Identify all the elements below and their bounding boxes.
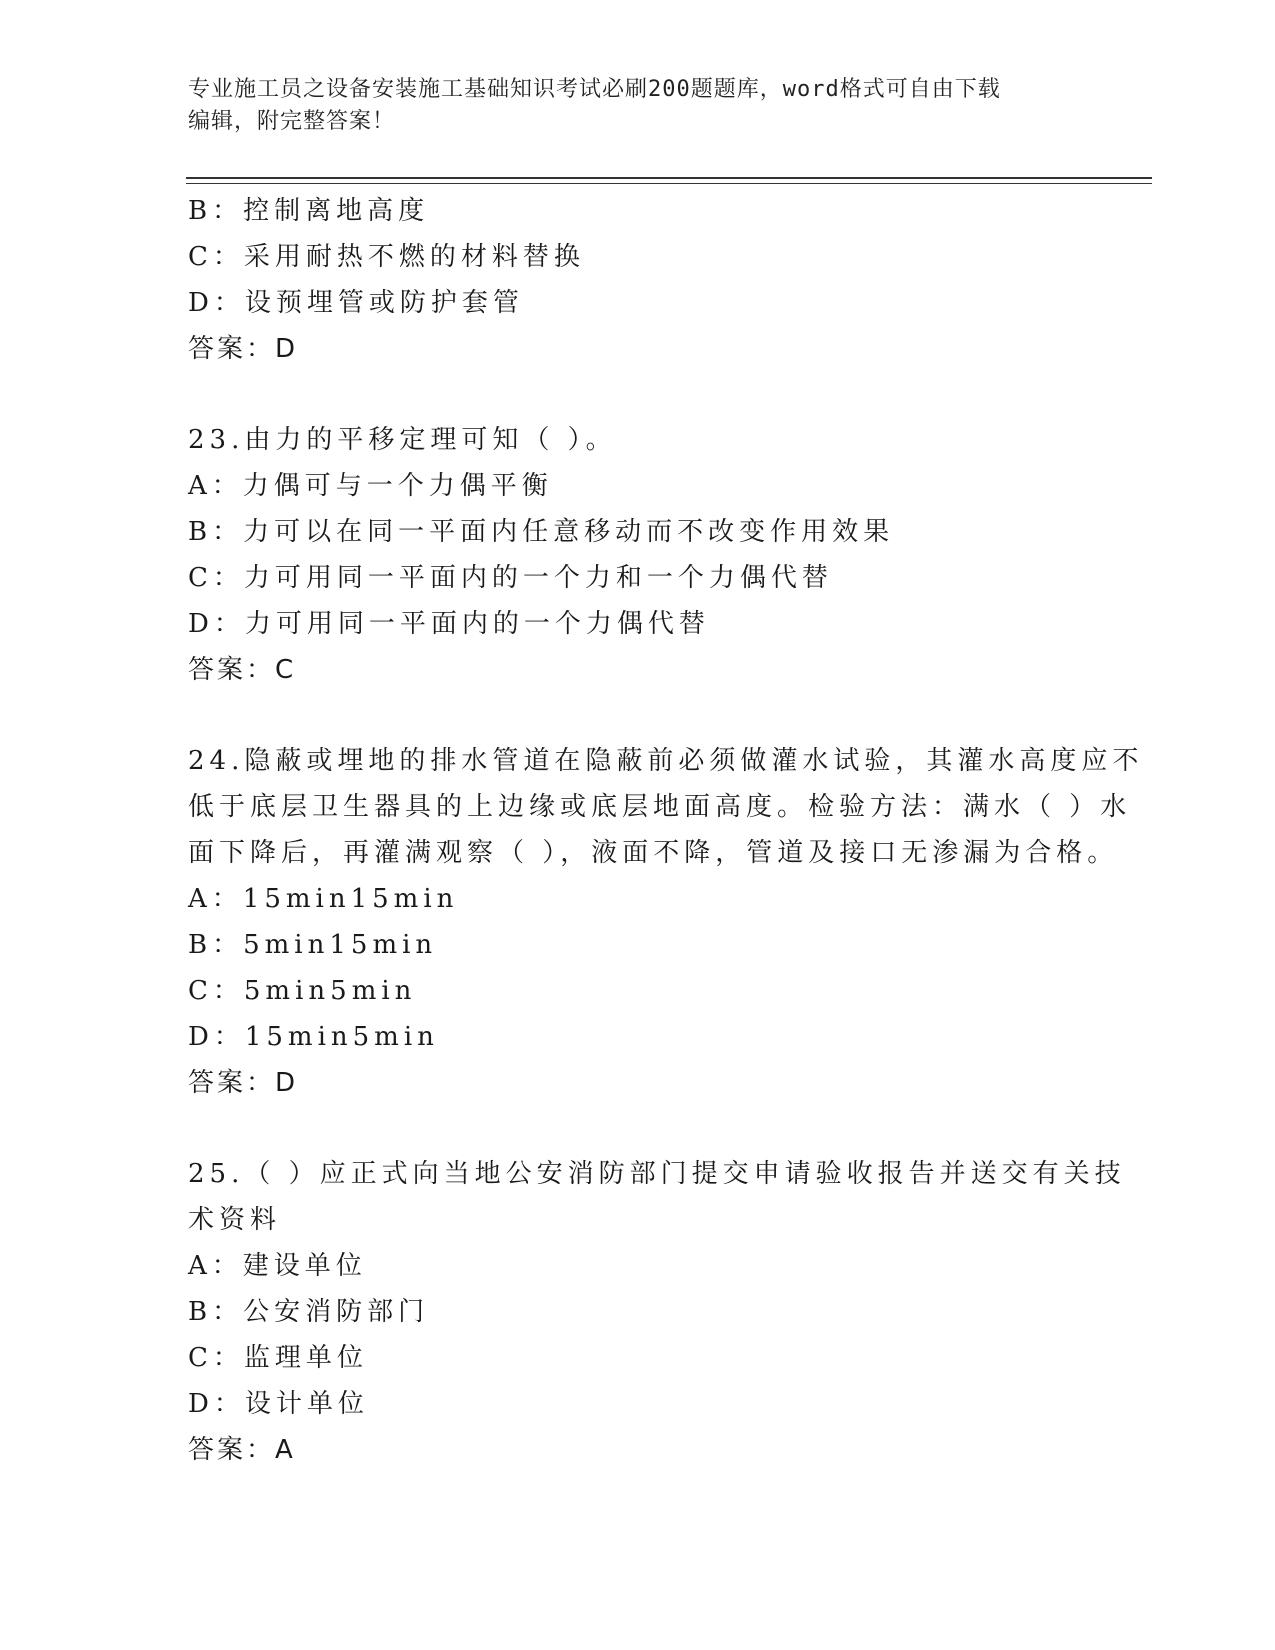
option-b: B：控制离地高度	[188, 196, 430, 226]
spacer	[188, 372, 1088, 417]
answer-line: 答案：D	[188, 1068, 299, 1098]
spacer	[188, 693, 1088, 738]
header-divider-thick	[186, 177, 1152, 179]
question-23	[188, 417, 1088, 693]
spacer	[188, 1106, 1088, 1151]
option-d: D：力可用同一平面内的一个力偶代替	[188, 609, 710, 639]
question-24	[188, 738, 1144, 1106]
option-b: B：公安消防部门	[188, 1297, 430, 1327]
option-c: C：5min5min	[188, 976, 417, 1006]
question-text-line-1: 25.（ ）应正式向当地公安消防部门提交申请验收报告并送交有关技	[188, 1159, 1126, 1189]
option-d: D：设计单位	[188, 1389, 369, 1419]
header-divider-thin	[186, 183, 1152, 184]
previous-question-block	[188, 188, 1088, 372]
option-c: C：力可用同一平面内的一个力和一个力偶代替	[188, 563, 833, 593]
option-a: A：力偶可与一个力偶平衡	[188, 471, 553, 501]
answer-line: 答案：A	[188, 1435, 296, 1465]
answer-line: 答案：D	[188, 334, 299, 364]
option-d: D：15min5min	[188, 1022, 439, 1052]
answer-line: 答案：C	[188, 655, 297, 685]
question-25	[188, 1151, 1126, 1473]
option-a: A：建设单位	[188, 1251, 367, 1281]
question-text-line-2: 低于底层卫生器具的上边缘或底层地面高度。检验方法：满水（ ）水	[188, 792, 1132, 822]
option-b: B：5min15min	[188, 930, 438, 960]
option-c: C：采用耐热不燃的材料替换	[188, 242, 585, 272]
question-text-line-3: 面下降后，再灌满观察（ ），液面不降，管道及接口无渗漏为合格。	[188, 838, 1119, 868]
option-d: D：设预埋管或防护套管	[188, 288, 524, 318]
question-text: 23.由力的平移定理可知（ ）。	[188, 425, 617, 455]
header-title-line-1: 专业施工员之设备安装施工基础知识考试必刷200题题库，word格式可自由下载	[188, 77, 1001, 102]
option-b: B：力可以在同一平面内任意移动而不改变作用效果	[188, 517, 895, 547]
header-title-line-2: 编辑，附完整答案！	[188, 109, 396, 134]
question-text-line-1: 24.隐蔽或埋地的排水管道在隐蔽前必须做灌水试验，其灌水高度应不	[188, 746, 1144, 776]
document-header	[188, 74, 1088, 138]
question-list	[188, 188, 1144, 1473]
option-c: C：监理单位	[188, 1343, 368, 1373]
option-a: A：15min15min	[188, 884, 459, 914]
question-text-line-2: 术资料	[188, 1205, 282, 1235]
